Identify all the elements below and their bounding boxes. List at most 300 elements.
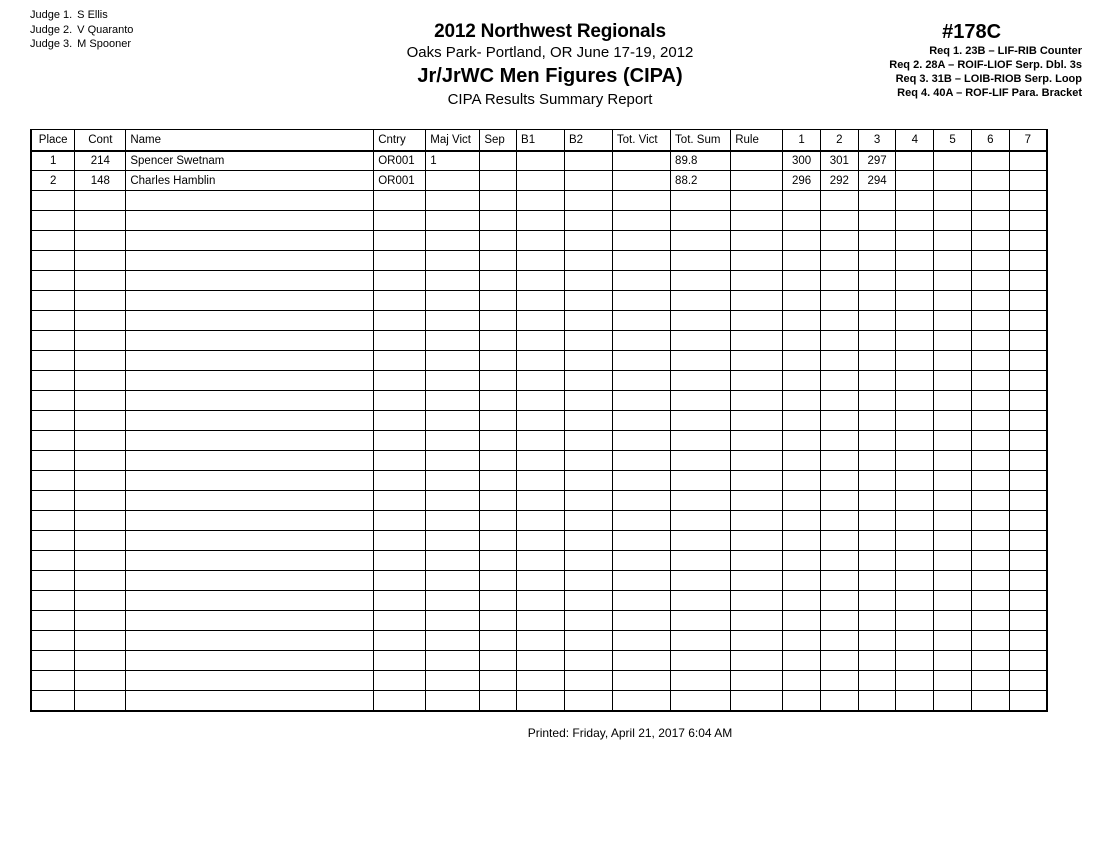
cell-j7	[1009, 171, 1047, 191]
cell-name	[126, 651, 374, 671]
cell-b2	[564, 251, 612, 271]
cell-rule	[731, 271, 783, 291]
cell-maj_vict	[426, 551, 480, 571]
cell-j2	[820, 471, 858, 491]
cell-j3	[858, 371, 896, 391]
cell-b1	[517, 671, 565, 691]
cell-j3	[858, 511, 896, 531]
cell-tot_vict	[612, 411, 670, 431]
cell-cont	[75, 211, 126, 231]
cell-j7	[1009, 411, 1047, 431]
table-row	[31, 391, 1047, 411]
requirement-line: Req 1. 23B – LIF-RIB Counter	[929, 45, 1082, 57]
cell-cntry	[374, 451, 426, 471]
cell-tot_sum: 88.2	[671, 171, 731, 191]
cell-sep	[480, 591, 517, 611]
cell-cntry	[374, 331, 426, 351]
cell-j1	[783, 391, 821, 411]
cell-j6	[971, 511, 1009, 531]
cell-j6	[971, 571, 1009, 591]
cell-tot_vict	[612, 311, 670, 331]
table-row	[31, 291, 1047, 311]
cell-j3	[858, 211, 896, 231]
cell-tot_sum	[671, 391, 731, 411]
cell-rule	[731, 191, 783, 211]
cell-cntry	[374, 571, 426, 591]
cell-j1	[783, 211, 821, 231]
cell-j1	[783, 511, 821, 531]
cell-j3	[858, 671, 896, 691]
cell-j2	[820, 431, 858, 451]
cell-b1	[517, 411, 565, 431]
cell-tot_sum	[671, 631, 731, 651]
cell-tot_vict	[612, 151, 670, 171]
requirement-line: Req 3. 31B – LOIB-RIOB Serp. Loop	[895, 73, 1082, 85]
cell-tot_vict	[612, 651, 670, 671]
cell-place	[31, 451, 75, 471]
cell-rule	[731, 671, 783, 691]
cell-tot_vict	[612, 431, 670, 451]
cell-cont	[75, 331, 126, 351]
cell-j2	[820, 411, 858, 431]
table-row	[31, 531, 1047, 551]
cell-j2	[820, 691, 858, 711]
cell-sep	[480, 231, 517, 251]
cell-j7	[1009, 211, 1047, 231]
cell-cont	[75, 451, 126, 471]
report-subtitle: CIPA Results Summary Report	[447, 91, 653, 108]
cell-b2	[564, 571, 612, 591]
cell-b2	[564, 391, 612, 411]
cell-name	[126, 371, 374, 391]
table-row	[31, 611, 1047, 631]
judge-label: Judge	[30, 38, 60, 50]
cell-b1	[517, 431, 565, 451]
cell-j6	[971, 151, 1009, 171]
cell-j2	[820, 551, 858, 571]
cell-b1	[517, 511, 565, 531]
cell-b2	[564, 531, 612, 551]
cell-j4	[896, 671, 934, 691]
cell-j6	[971, 691, 1009, 711]
cell-b1	[517, 171, 565, 191]
cell-cntry	[374, 391, 426, 411]
cell-j3	[858, 331, 896, 351]
cell-j4	[896, 691, 934, 711]
cell-name	[126, 691, 374, 711]
cell-sep	[480, 691, 517, 711]
cell-j7	[1009, 631, 1047, 651]
cell-sep	[480, 351, 517, 371]
cell-cntry	[374, 231, 426, 251]
cell-maj_vict	[426, 191, 480, 211]
cell-b1	[517, 471, 565, 491]
cell-j3	[858, 531, 896, 551]
cell-cont	[75, 391, 126, 411]
cell-place	[31, 211, 75, 231]
cell-b1	[517, 231, 565, 251]
cell-j2	[820, 491, 858, 511]
requirement-list	[889, 44, 1082, 100]
cell-j5	[934, 311, 972, 331]
cell-j1	[783, 291, 821, 311]
cell-j6	[971, 551, 1009, 571]
column-header-b1: B1	[517, 130, 565, 151]
cell-cntry	[374, 191, 426, 211]
cell-j7	[1009, 471, 1047, 491]
cell-j4	[896, 371, 934, 391]
cell-rule	[731, 251, 783, 271]
column-header-name: Name	[126, 130, 374, 151]
cell-j3	[858, 471, 896, 491]
cell-j7	[1009, 251, 1047, 271]
cell-j1	[783, 691, 821, 711]
cell-j3	[858, 551, 896, 571]
cell-cntry	[374, 271, 426, 291]
cell-tot_vict	[612, 371, 670, 391]
table-row	[31, 511, 1047, 531]
cell-j3	[858, 291, 896, 311]
cell-name	[126, 611, 374, 631]
table-row	[31, 251, 1047, 271]
cell-j5	[934, 291, 972, 311]
judges-panel	[30, 8, 133, 52]
cell-j2: 301	[820, 151, 858, 171]
cell-place: 2	[31, 171, 75, 191]
cell-j5	[934, 251, 972, 271]
cell-cont	[75, 271, 126, 291]
cell-j3	[858, 451, 896, 471]
cell-j7	[1009, 651, 1047, 671]
cell-name	[126, 231, 374, 251]
cell-cont	[75, 651, 126, 671]
cell-maj_vict	[426, 291, 480, 311]
cell-rule	[731, 471, 783, 491]
cell-place	[31, 511, 75, 531]
cell-tot_sum: 89.8	[671, 151, 731, 171]
cell-j7	[1009, 351, 1047, 371]
cell-sep	[480, 571, 517, 591]
cell-j3	[858, 651, 896, 671]
column-header-cont: Cont	[75, 130, 126, 151]
cell-cntry	[374, 651, 426, 671]
cell-rule	[731, 351, 783, 371]
table-row	[31, 571, 1047, 591]
cell-tot_sum	[671, 471, 731, 491]
cell-name	[126, 631, 374, 651]
cell-place	[31, 651, 75, 671]
cell-maj_vict	[426, 171, 480, 191]
cell-j4	[896, 231, 934, 251]
cell-j1	[783, 351, 821, 371]
cell-b1	[517, 271, 565, 291]
cell-cont	[75, 471, 126, 491]
cell-tot_vict	[612, 491, 670, 511]
cell-b1	[517, 311, 565, 331]
judge-number: 2.	[62, 23, 73, 36]
cell-sep	[480, 551, 517, 571]
cell-name	[126, 511, 374, 531]
cell-j1	[783, 651, 821, 671]
cell-j7	[1009, 611, 1047, 631]
table-row	[31, 491, 1047, 511]
cell-cntry	[374, 531, 426, 551]
cell-j4	[896, 311, 934, 331]
cell-rule	[731, 651, 783, 671]
table-row	[31, 431, 1047, 451]
cell-j2	[820, 651, 858, 671]
cell-b2	[564, 331, 612, 351]
cell-b2	[564, 551, 612, 571]
cell-tot_vict	[612, 571, 670, 591]
table-row	[31, 651, 1047, 671]
cell-j4	[896, 171, 934, 191]
cell-j7	[1009, 191, 1047, 211]
cell-sep	[480, 471, 517, 491]
cell-tot_sum	[671, 291, 731, 311]
cell-j6	[971, 531, 1009, 551]
cell-b2	[564, 311, 612, 331]
cell-j1: 296	[783, 171, 821, 191]
cell-j2	[820, 371, 858, 391]
judge-name: V Quaranto	[77, 23, 134, 36]
cell-sep	[480, 291, 517, 311]
requirement-line: Req 4. 40A – ROF-LIF Para. Bracket	[897, 87, 1082, 99]
cell-place	[31, 271, 75, 291]
cell-tot_vict	[612, 631, 670, 651]
cell-j2	[820, 451, 858, 471]
cell-tot_sum	[671, 211, 731, 231]
cell-tot_vict	[612, 531, 670, 551]
cell-cont	[75, 671, 126, 691]
cell-tot_sum	[671, 411, 731, 431]
event-number: #178C	[942, 21, 1002, 43]
cell-sep	[480, 671, 517, 691]
cell-sep	[480, 651, 517, 671]
cell-cont	[75, 691, 126, 711]
cell-name	[126, 431, 374, 451]
cell-cntry	[374, 351, 426, 371]
cell-cont	[75, 411, 126, 431]
cell-j5	[934, 371, 972, 391]
cell-j1	[783, 471, 821, 491]
cell-j1	[783, 491, 821, 511]
cell-j4	[896, 251, 934, 271]
cell-j1	[783, 631, 821, 651]
cell-j5	[934, 451, 972, 471]
cell-maj_vict	[426, 611, 480, 631]
cell-cont	[75, 591, 126, 611]
meet-title: 2012 Northwest Regionals	[434, 21, 666, 42]
cell-j1	[783, 311, 821, 331]
results-table-body	[31, 151, 1047, 711]
cell-sep	[480, 411, 517, 431]
cell-cntry	[374, 591, 426, 611]
cell-j3	[858, 571, 896, 591]
cell-place	[31, 391, 75, 411]
cell-tot_sum	[671, 311, 731, 331]
cell-b1	[517, 591, 565, 611]
cell-cntry	[374, 471, 426, 491]
cell-j7	[1009, 291, 1047, 311]
cell-b2	[564, 511, 612, 531]
cell-maj_vict: 1	[426, 151, 480, 171]
cell-rule	[731, 371, 783, 391]
column-header-tot_sum: Tot. Sum	[671, 130, 731, 151]
cell-b2	[564, 211, 612, 231]
cell-tot_sum	[671, 251, 731, 271]
cell-sep	[480, 151, 517, 171]
cell-tot_vict	[612, 611, 670, 631]
judge-entry	[30, 37, 133, 52]
cell-place	[31, 611, 75, 631]
cell-j7	[1009, 691, 1047, 711]
cell-j6	[971, 491, 1009, 511]
cell-cntry	[374, 611, 426, 631]
cell-place	[31, 231, 75, 251]
cell-j7	[1009, 231, 1047, 251]
cell-j6	[971, 351, 1009, 371]
cell-name	[126, 571, 374, 591]
cell-j2	[820, 611, 858, 631]
cell-j7	[1009, 431, 1047, 451]
cell-j7	[1009, 511, 1047, 531]
judge-name: M Spooner	[77, 38, 131, 50]
cell-b1	[517, 351, 565, 371]
cell-rule	[731, 611, 783, 631]
report-title-block	[250, 20, 850, 110]
cell-sep	[480, 191, 517, 211]
cell-sep	[480, 391, 517, 411]
cell-j3	[858, 311, 896, 331]
table-row	[31, 551, 1047, 571]
cell-tot_sum	[671, 231, 731, 251]
cell-maj_vict	[426, 251, 480, 271]
judge-entry	[30, 8, 133, 23]
cell-b2	[564, 691, 612, 711]
cell-j4	[896, 591, 934, 611]
cell-j2	[820, 671, 858, 691]
cell-sep	[480, 511, 517, 531]
column-header-maj_vict: Maj Vict	[426, 130, 480, 151]
cell-maj_vict	[426, 491, 480, 511]
cell-j4	[896, 631, 934, 651]
cell-j5	[934, 551, 972, 571]
column-header-j2: 2	[820, 130, 858, 151]
cell-maj_vict	[426, 571, 480, 591]
column-header-j1: 1	[783, 130, 821, 151]
cell-maj_vict	[426, 451, 480, 471]
cell-rule	[731, 171, 783, 191]
cell-place	[31, 571, 75, 591]
judge-number: 1.	[62, 9, 73, 21]
cell-name: Spencer Swetnam	[126, 151, 374, 171]
cell-name	[126, 551, 374, 571]
table-row	[31, 191, 1047, 211]
column-header-cntry: Cntry	[374, 130, 426, 151]
cell-cntry	[374, 511, 426, 531]
cell-place	[31, 671, 75, 691]
cell-b2	[564, 611, 612, 631]
cell-tot_vict	[612, 251, 670, 271]
cell-j2: 292	[820, 171, 858, 191]
cell-j5	[934, 391, 972, 411]
cell-rule	[731, 531, 783, 551]
table-row	[31, 231, 1047, 251]
cell-rule	[731, 311, 783, 331]
cell-j7	[1009, 331, 1047, 351]
cell-tot_vict	[612, 671, 670, 691]
judge-name: S Ellis	[77, 9, 108, 21]
cell-j4	[896, 571, 934, 591]
cell-j4	[896, 531, 934, 551]
cell-b2	[564, 651, 612, 671]
cell-cntry	[374, 211, 426, 231]
cell-j3	[858, 351, 896, 371]
cell-j5	[934, 471, 972, 491]
cell-j4	[896, 331, 934, 351]
cell-place	[31, 291, 75, 311]
cell-j2	[820, 391, 858, 411]
cell-b2	[564, 271, 612, 291]
cell-j1	[783, 591, 821, 611]
cell-maj_vict	[426, 471, 480, 491]
cell-rule	[731, 591, 783, 611]
meet-venue-dates: Oaks Park- Portland, OR June 17-19, 2012	[406, 44, 694, 61]
cell-j6	[971, 331, 1009, 351]
cell-rule	[731, 431, 783, 451]
cell-tot_sum	[671, 571, 731, 591]
cell-name: Charles Hamblin	[126, 171, 374, 191]
column-header-j5: 5	[934, 130, 972, 151]
cell-cntry	[374, 251, 426, 271]
cell-cntry	[374, 431, 426, 451]
cell-place	[31, 251, 75, 271]
cell-j1	[783, 431, 821, 451]
cell-j6	[971, 371, 1009, 391]
cell-j7	[1009, 371, 1047, 391]
cell-j1	[783, 571, 821, 591]
cell-tot_sum	[671, 651, 731, 671]
cell-rule	[731, 511, 783, 531]
cell-j6	[971, 671, 1009, 691]
print-timestamp: Printed: Friday, April 21, 2017 6:04 AM	[527, 726, 733, 740]
cell-j6	[971, 211, 1009, 231]
cell-sep	[480, 371, 517, 391]
cell-cntry	[374, 691, 426, 711]
cell-b1	[517, 391, 565, 411]
cell-cont	[75, 371, 126, 391]
event-title: Jr/JrWC Men Figures (CIPA)	[417, 65, 683, 87]
cell-sep	[480, 171, 517, 191]
cell-tot_vict	[612, 351, 670, 371]
cell-j4	[896, 471, 934, 491]
cell-maj_vict	[426, 531, 480, 551]
cell-place	[31, 491, 75, 511]
cell-j1	[783, 371, 821, 391]
cell-j4	[896, 551, 934, 571]
cell-j4	[896, 611, 934, 631]
cell-j5	[934, 591, 972, 611]
cell-j2	[820, 591, 858, 611]
results-table	[30, 129, 1048, 712]
table-row	[31, 271, 1047, 291]
cell-j3	[858, 491, 896, 511]
cell-j3	[858, 411, 896, 431]
cell-j7	[1009, 531, 1047, 551]
table-row	[31, 331, 1047, 351]
cell-name	[126, 331, 374, 351]
